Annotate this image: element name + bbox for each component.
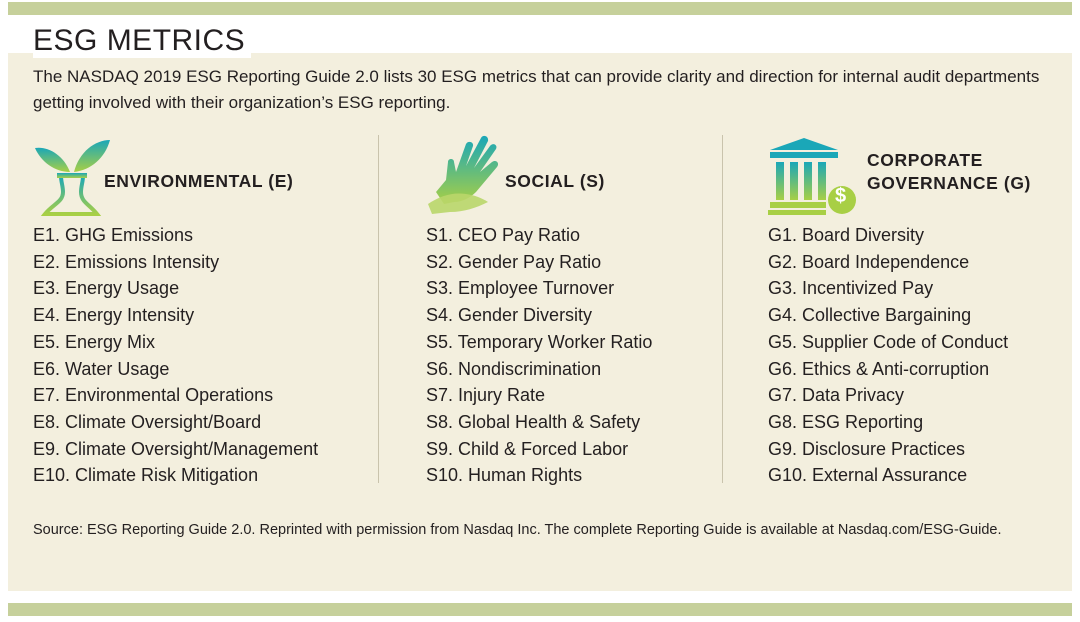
metric-item: E4. Energy Intensity <box>33 305 195 326</box>
metric-item: E5. Energy Mix <box>33 331 156 352</box>
metric-item: E2. Emissions Intensity <box>33 251 220 272</box>
metric-item: G7. Data Privacy <box>768 385 905 406</box>
metric-item: S6. Nondiscrimination <box>426 358 602 379</box>
column-divider <box>378 135 379 483</box>
column-divider <box>722 135 723 483</box>
metric-item: E9. Climate Oversight/Management <box>33 438 319 459</box>
metric-item: G6. Ethics & Anti-corruption <box>768 358 990 379</box>
intro-text: The NASDAQ 2019 ESG Reporting Guide 2.0 lists 30 ESG metrics that can provide clarity and direction for internal audit departments getting involved with their organization’s ESG reporting. <box>33 67 1040 112</box>
governance-metrics-list <box>768 222 1008 489</box>
metric-item: S8. Global Health & Safety <box>426 411 641 432</box>
metric-item: G4. Collective Bargaining <box>768 305 972 326</box>
metric-item: G3. Incentivized Pay <box>768 278 934 299</box>
metric-item: S10. Human Rights <box>426 465 583 486</box>
metric-item: G5. Supplier Code of Conduct <box>768 331 1009 352</box>
metric-item: S7. Injury Rate <box>426 385 546 406</box>
metric-item: S2. Gender Pay Ratio <box>426 251 602 272</box>
metric-item: E6. Water Usage <box>33 358 170 379</box>
metric-item: S1. CEO Pay Ratio <box>426 225 581 245</box>
metric-item: G9. Disclosure Practices <box>768 438 966 459</box>
bank-building-icon <box>768 132 860 218</box>
metric-item: G10. External Assurance <box>768 465 968 486</box>
governance-heading-line2: GOVERNANCE (G) <box>867 173 1031 193</box>
environmental-heading: ENVIRONMENTAL (E) <box>104 171 294 191</box>
metric-item: E10. Climate Risk Mitigation <box>33 465 259 486</box>
metric-item: E3. Energy Usage <box>33 278 180 299</box>
plant-sprout-icon <box>33 132 113 218</box>
metric-item: G8. ESG Reporting <box>768 411 924 432</box>
source-note: Source: ESG Reporting Guide 2.0. Reprinted with permission from Nasdaq Inc. The complete Reporting Guide is available at Nasdaq.com/ESG-Guide. <box>33 522 1002 538</box>
metric-item: S4. Gender Diversity <box>426 305 593 326</box>
metric-item: E1. GHG Emissions <box>33 225 194 245</box>
top-band <box>8 2 1072 15</box>
bottom-band <box>8 603 1072 616</box>
governance-heading-line1: CORPORATE <box>867 150 983 170</box>
metric-item: S5. Temporary Worker Ratio <box>426 331 653 352</box>
governance-heading <box>867 149 1067 195</box>
metric-item: S3. Employee Turnover <box>426 278 615 299</box>
metric-item: G1. Board Diversity <box>768 225 925 245</box>
metric-item: E8. Climate Oversight/Board <box>33 411 262 432</box>
page-title: ESG METRICS <box>33 24 251 58</box>
coin-symbol: $ <box>835 185 847 207</box>
environmental-metrics-list <box>33 222 318 489</box>
social-metrics-list <box>426 222 652 489</box>
helping-hands-icon <box>426 132 506 218</box>
metric-item: E7. Environmental Operations <box>33 385 274 406</box>
metric-item: S9. Child & Forced Labor <box>426 438 629 459</box>
metric-item: G2. Board Independence <box>768 251 970 272</box>
social-heading: SOCIAL (S) <box>505 171 605 191</box>
